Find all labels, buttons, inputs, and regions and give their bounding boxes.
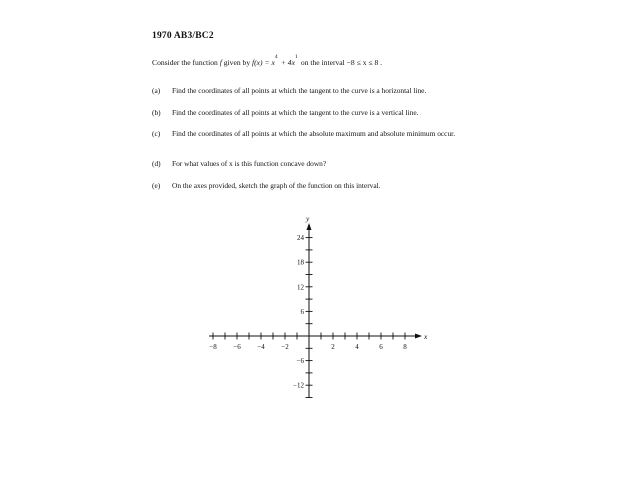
- x-tick-label: 6: [379, 343, 383, 351]
- part-label: (e): [152, 181, 161, 190]
- y-tick-label: 18: [297, 258, 304, 267]
- part-text: For what values of x is this function concave down?: [172, 159, 327, 168]
- intro-function-name: f: [219, 58, 222, 67]
- x-axis-label: x: [424, 332, 428, 341]
- y-tick-label: 12: [297, 283, 304, 292]
- y-tick-label: −6: [296, 357, 304, 366]
- intro-lead: Consider the function: [152, 58, 218, 67]
- part-label: (d): [152, 159, 161, 168]
- x-tick-label: 8: [403, 343, 407, 351]
- y-tick-label: 24: [297, 234, 304, 243]
- x-tick-label: −2: [281, 343, 289, 351]
- y-tick-labels: [293, 234, 304, 390]
- part-text: On the axes provided, sketch the graph of the function on this interval.: [172, 181, 381, 190]
- y-axis-label: y: [306, 214, 310, 223]
- exponent-numerator: 4: [274, 54, 278, 60]
- interval-text: on the interval −8 ≤ x ≤ 8 .: [300, 58, 383, 67]
- intro-given: given by: [223, 58, 251, 67]
- x-tick-label: −8: [209, 343, 217, 351]
- exponent-numerator-2: 1: [294, 54, 298, 60]
- x-tick-label: 2: [331, 343, 335, 351]
- function-second-term: + 4x: [280, 58, 295, 67]
- part-label: (a): [152, 86, 161, 95]
- function-definition: f(x) = x: [252, 58, 275, 67]
- x-tick-labels: [209, 343, 407, 351]
- y-tick-label: −12: [293, 381, 304, 390]
- part-label: (c): [152, 129, 161, 138]
- x-tick-label: −4: [257, 343, 265, 351]
- y-axis-arrow: [307, 223, 312, 230]
- part-text: Find the coordinates of all points at which the tangent to the curve is a horizontal line.: [172, 86, 427, 95]
- x-tick-label: −6: [233, 343, 241, 351]
- problem-title: 1970 AB3/BC2: [152, 31, 214, 41]
- part-text: Find the coordinates of all points at which the tangent to the curve is a vertical line.: [172, 108, 419, 117]
- part-text: Find the coordinates of all points at which the absolute maximum and absolute minimum occur.: [172, 129, 456, 138]
- x-tick-label: 4: [355, 343, 359, 351]
- x-axis-arrow: [415, 334, 422, 339]
- y-tick-label: 6: [300, 307, 304, 316]
- part-label: (b): [152, 108, 161, 117]
